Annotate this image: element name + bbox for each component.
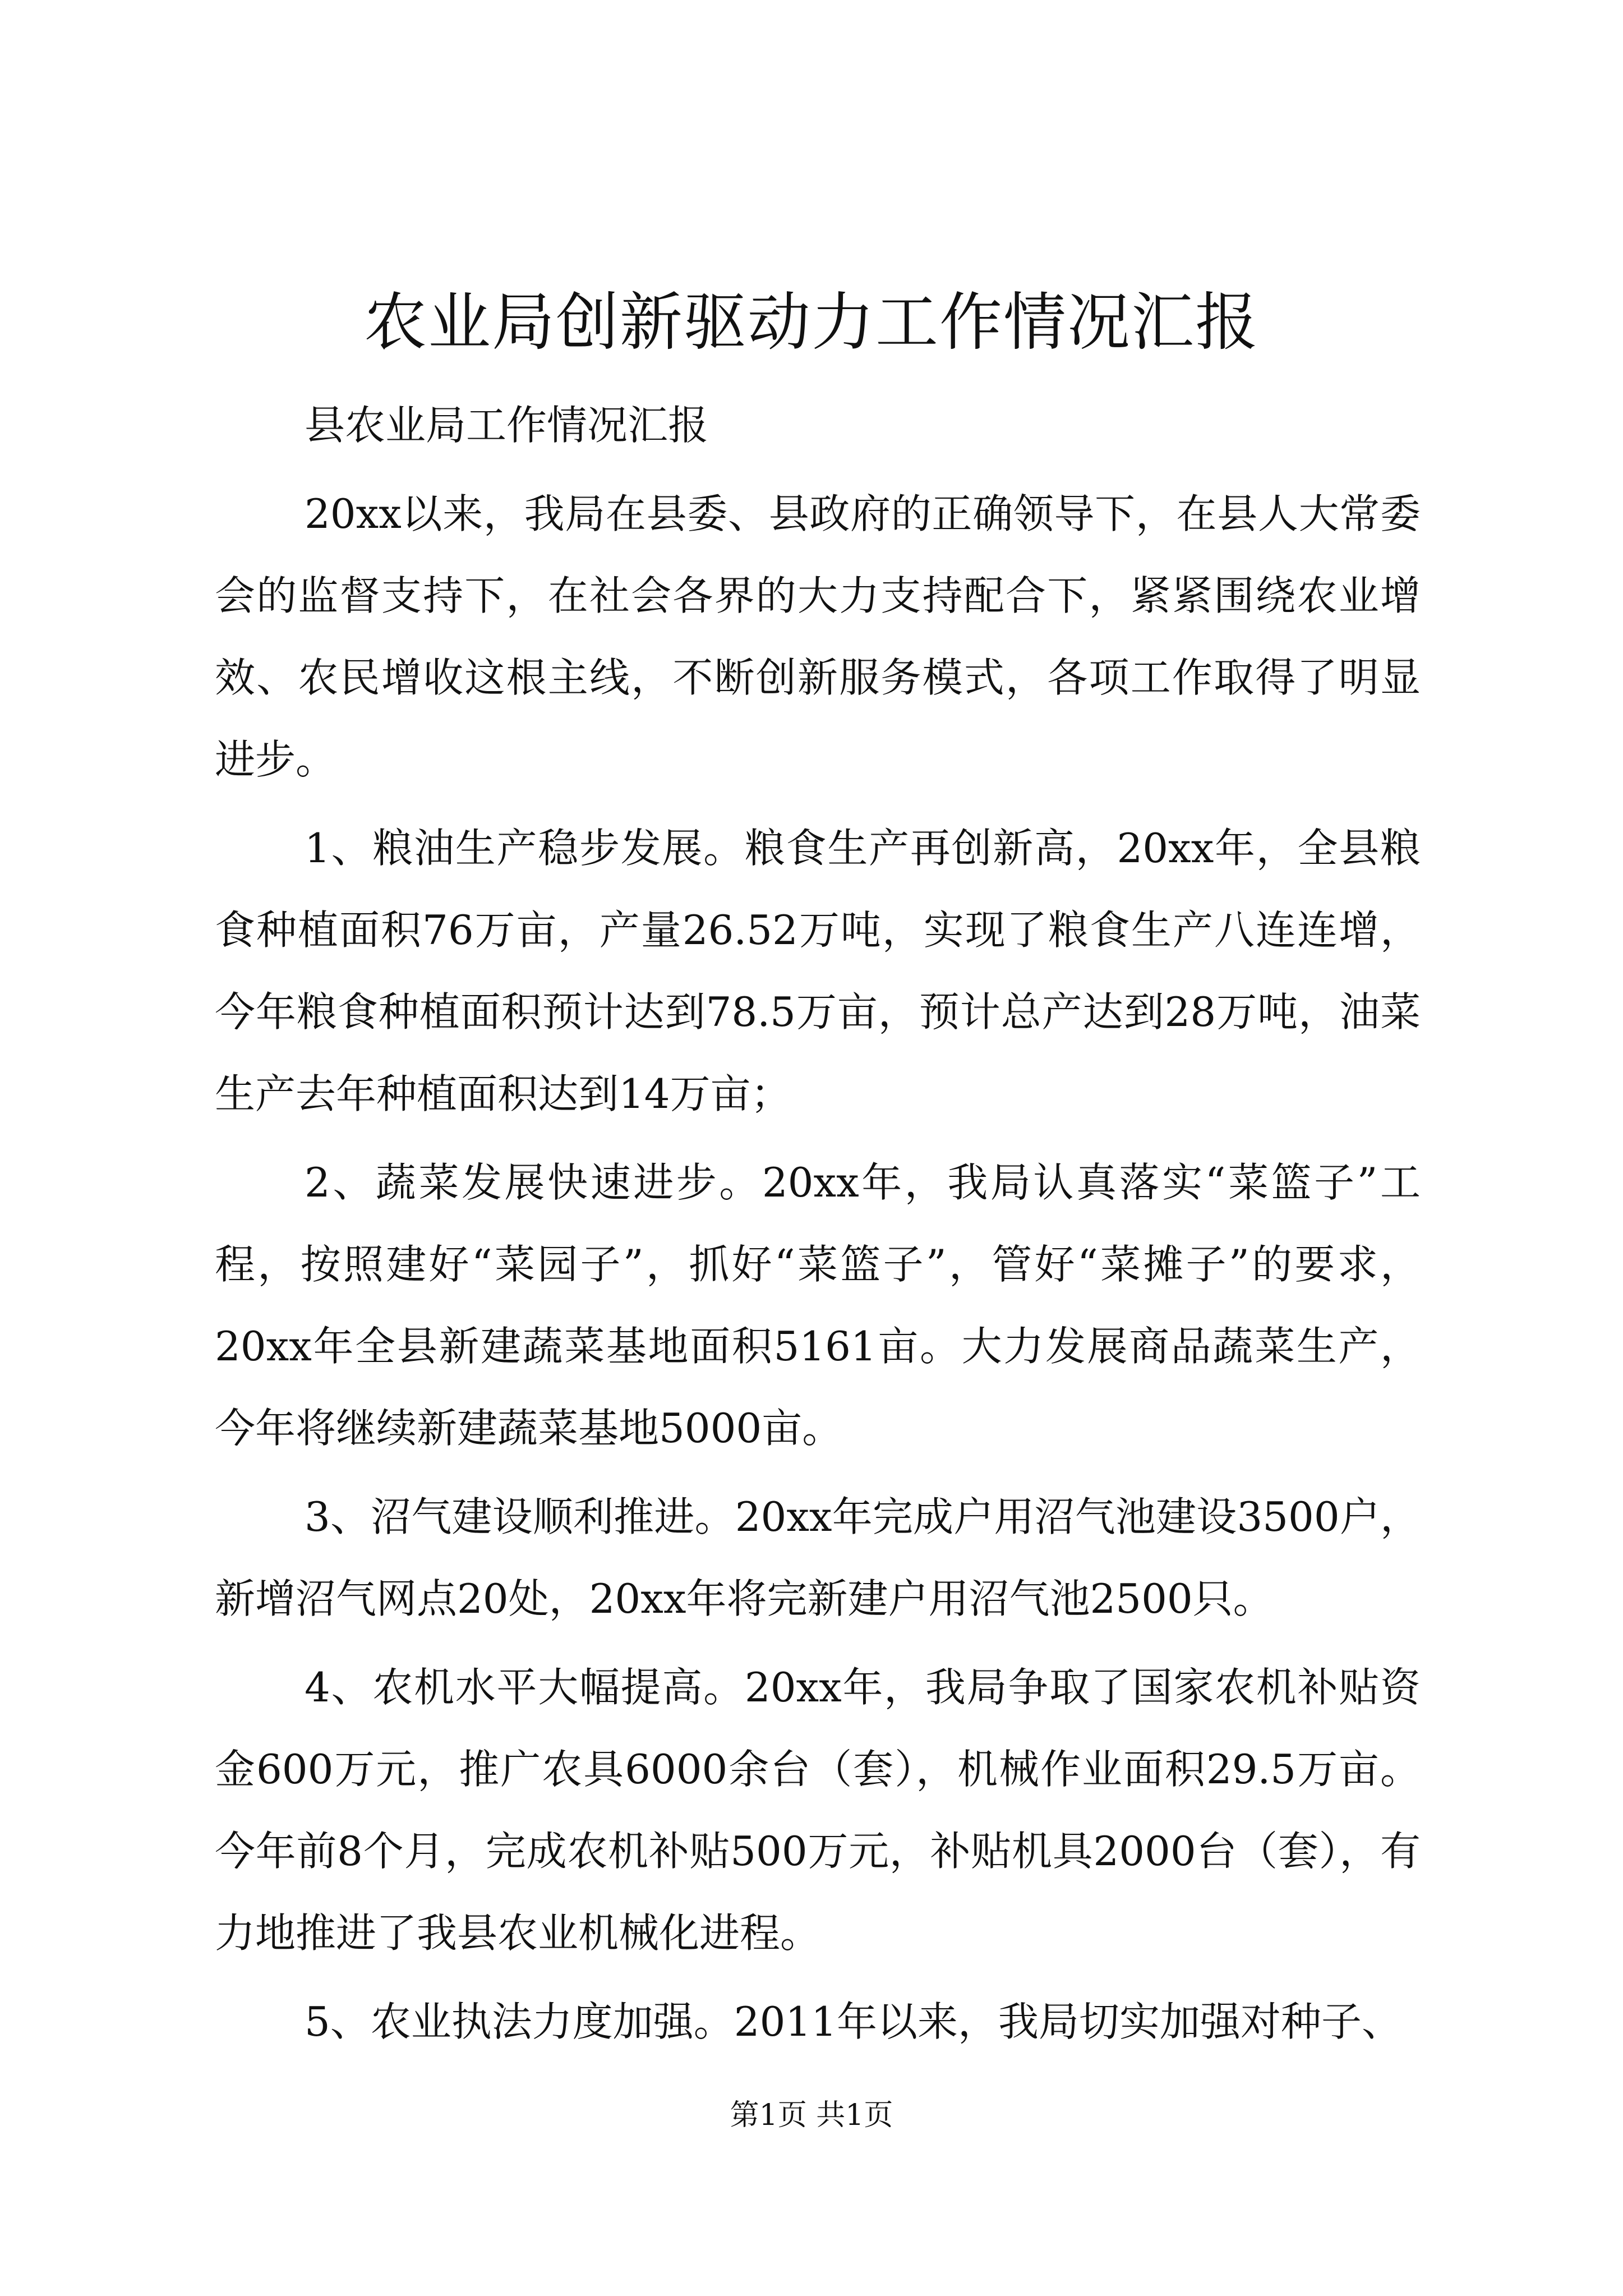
paragraph-intro: 20xx以来，我局在县委、县政府的正确领导下，在县人大常委会的监督支持下，在社会各界的大力支持配合下，紧紧围绕农业增效、农民增收这根主线，不断创新服务模式，各项工作取得了明显进步。 — [215, 490, 1421, 783]
paragraph-grain-oil: 1、粮油生产稳步发展。粮食生产再创新高，20xx年，全县粮食种植面积76万亩，产量26.52万吨，实现了粮食生产八连连增，今年粮食种植面积预计达到78.5万亩，预计总产达到28万吨，油菜生产去年种植面积达到14万亩； — [215, 825, 1421, 1117]
paragraph-vegetables: 2、蔬菜发展快速进步。20xx年，我局认真落实“菜篮子”工程，按照建好“菜园子”，抓好“菜篮子”，管好“菜摊子”的要求，20xx年全县新建蔬菜基地面积5161亩。大力发展商品蔬菜生产，今年将继续新建蔬菜基地5000亩。 — [215, 1159, 1421, 1452]
paragraph-agri-machinery: 4、农机水平大幅提高。20xx年，我局争取了国家农机补贴资金600万元，推广农具6000余台（套），机械作业面积29.5万亩。今年前8个月，完成农机补贴500万元，补贴机具2000台（套），有力地推进了我县农业机械化进程。 — [215, 1664, 1421, 1957]
page-footer: 第1页 共1页 — [730, 2099, 893, 2132]
document-body — [215, 384, 1421, 2063]
paragraph-law-enforcement: 5、农业执法力度加强。2011年以来，我局切实加强对种子、 — [305, 1998, 1403, 2045]
document-title: 农业局创新驱动力工作情况汇报 — [364, 286, 1259, 359]
document-subtitle: 县农业局工作情况汇报 — [305, 402, 709, 449]
paragraph-biogas: 3、沼气建设顺利推进。20xx年完成户用沼气池建设3500户，新增沼气网点20处，20xx年将完新建户用沼气池2500只。 — [215, 1493, 1421, 1622]
